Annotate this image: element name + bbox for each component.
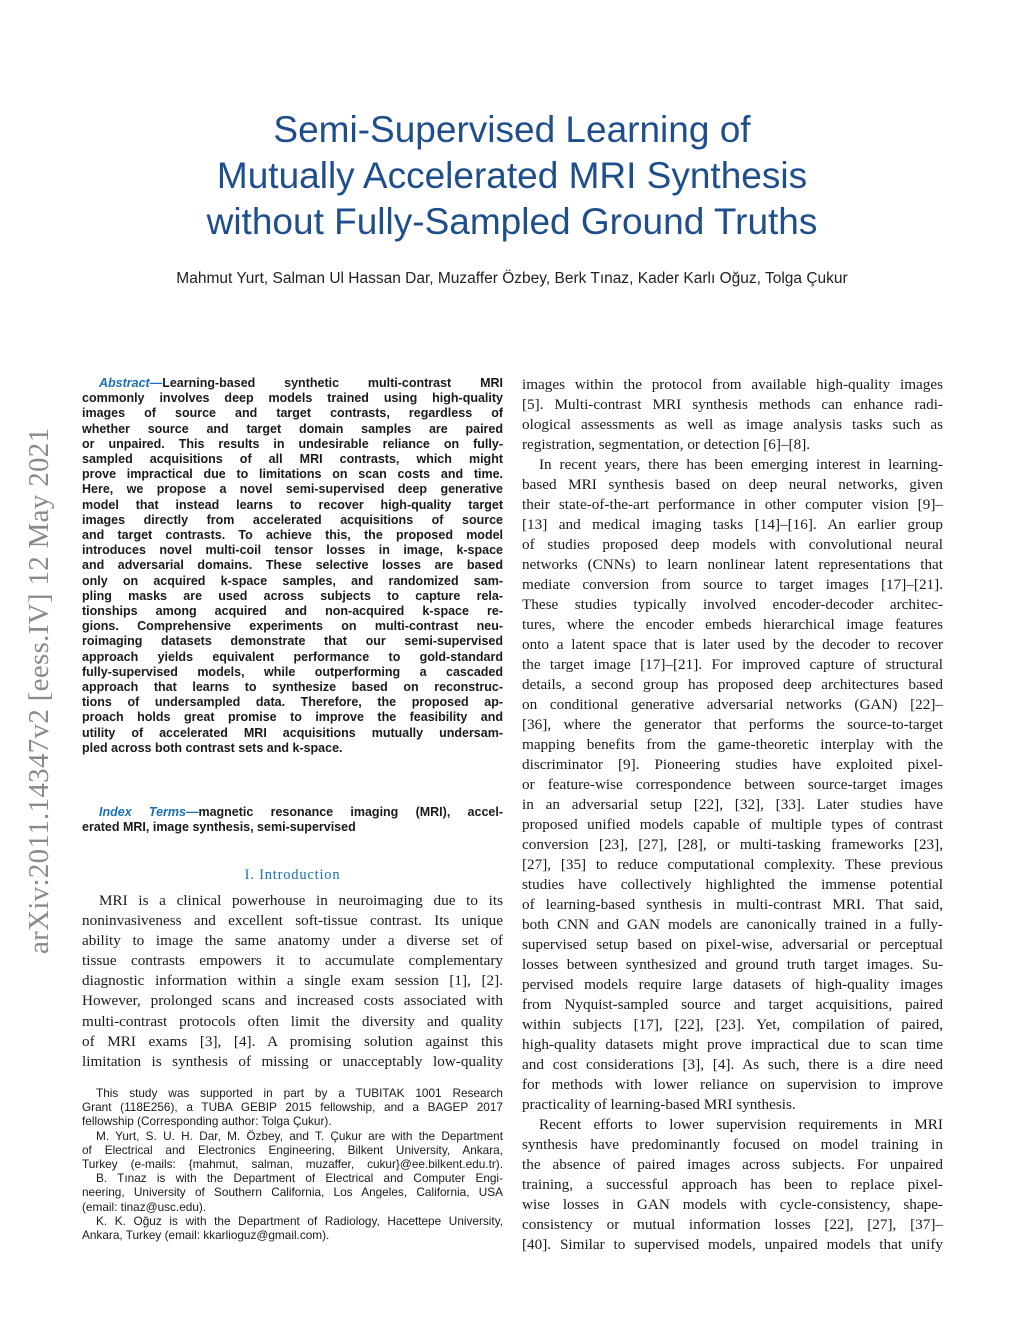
body-line: based MRI synthesis based on deep neural networks, given <box>522 476 943 493</box>
body-line: noninvasiveness and excellent soft-tissue contrast. Its unique <box>82 912 503 930</box>
abstract-line: approach yields equivalent performance to gold-standard <box>82 649 503 664</box>
title-line: Mutually Accelerated MRI Synthesis <box>216 155 808 196</box>
footnote-line: Grant (118E256), a TUBA GEBIP 2015 fellowship, and a BAGEP 2017 <box>82 1100 503 1115</box>
index-terms-label: Index Terms— <box>99 805 199 819</box>
body-line: synthesis have predominantly focused on model training in <box>522 1136 943 1153</box>
body-line: and cost considerations [3], [4]. As such, there is a dire need <box>522 1056 943 1073</box>
intro-left-column <box>82 891 503 1072</box>
abstract-line: pled across both contrast sets and k-space. <box>82 740 343 755</box>
footnote-line: This study was supported in part by a TUBITAK 1001 Research <box>96 1086 503 1100</box>
body-line: pervised models require large datasets of high-quality images <box>522 976 943 993</box>
abstract-line: fully-supervised models, while outperforming a cascaded <box>82 664 503 679</box>
body-line: studies have collectively highlighted the immense potential <box>522 876 943 893</box>
author-list: Mahmut Yurt, Salman Ul Hassan Dar, Muzaffer Özbey, Berk Tınaz, Kader Karlı Oğuz, Tolga Çukur <box>176 270 848 287</box>
body-line: or feature-wise correspondence between source-target images <box>522 776 943 793</box>
body-line: training, a successful approach has been to replace pixel- <box>522 1176 943 1193</box>
body-line: of MRI exams [3], [4]. A promising solution against this <box>82 1032 503 1050</box>
abstract-line: proach holds great promise to improve the feasibility and <box>82 710 503 725</box>
body-line: diagnostic information within a single exam session [1], [2]. <box>82 972 503 990</box>
abstract-line: utility of accelerated MRI acquisitions mutually undersam- <box>82 725 503 740</box>
section-heading: I. Introduction <box>244 867 341 883</box>
body-line: [36], where the generator that performs the source-to-target <box>522 716 943 733</box>
abstract-label: Abstract— <box>99 376 163 390</box>
abstract-line: approach that learns to synthesize based on reconstruc- <box>82 680 503 695</box>
abstract-line: and adversarial domains. These selective losses are based <box>82 558 503 573</box>
body-line: ological assessments as well as image analysis tasks such as <box>522 416 943 433</box>
abstract-line: images of source and target contrasts, regardless of <box>82 406 503 421</box>
body-line: images within the protocol from available high-quality images <box>522 376 943 393</box>
index-terms-line: erated MRI, image synthesis, semi-supervised <box>82 820 356 835</box>
abstract-line: Abstract—Learning-based synthetic multi-contrast MRI <box>99 376 503 390</box>
body-line: tissue contrasts empowers it to accumulate complementary <box>82 952 503 970</box>
footnote-line: K. K. Oğuz is with the Department of Radiology, Hacettepe University, <box>96 1213 503 1228</box>
footnote-line: of Electrical and Electronics Engineering, Bilkent University, Ankara, <box>82 1142 503 1157</box>
body-line: details, a second group has proposed deep architectures based <box>522 676 943 693</box>
abstract-line: and target contrasts. To achieve this, the proposed model <box>82 528 503 543</box>
abstract-line: prove impractical due to limitations on scan costs and time. <box>82 467 503 482</box>
body-line: supervised setup based on pixel-wise, adversarial or perceptual <box>522 936 943 953</box>
footnote-line: neering, University of Southern California, Los Angeles, California, USA <box>82 1185 503 1200</box>
abstract-line: roimaging datasets demonstrate that our semi-supervised <box>82 634 503 649</box>
footnote-line: Turkey (e-mails: {mahmut, salman, muzaffer, cukur}@ee.bilkent.edu.tr). <box>82 1157 503 1172</box>
body-line: However, prolonged scans and increased costs associated with <box>82 992 503 1010</box>
title-line: Semi-Supervised Learning of <box>273 109 751 150</box>
abstract-line: or unpaired. This results in undesirable reliance on fully- <box>82 436 503 451</box>
body-line: multi-contrast protocols often limit the diversity and quality <box>82 1012 503 1030</box>
arxiv-stamp: arXiv:2011.14347v2 [eess.IV] 12 May 2021 <box>23 427 55 954</box>
footnotes <box>82 1086 503 1242</box>
index-terms <box>82 805 503 835</box>
footnote-line: B. Tınaz is with the Department of Electrical and Computer Engi- <box>96 1171 503 1186</box>
footnote-line: fellowship (Corresponding author: Tolga Çukur). <box>82 1114 332 1129</box>
body-line: These studies typically involved encoder-decoder architec- <box>522 596 943 613</box>
footnote-line: Ankara, Turkey (email: kkarlioguz@gmail.com). <box>82 1228 330 1243</box>
abstract-line: commonly involves deep models trained using high-quality <box>82 391 503 406</box>
body-line: networks (CNNs) to learn nonlinear latent representations that <box>522 556 943 573</box>
body-line: limitation is synthesis of missing or unacceptably low-quality <box>82 1052 503 1070</box>
body-line: the target image [17]–[21]. For improved capture of structural <box>522 656 943 673</box>
body-line: both CNN and GAN models are canonically trained in a fully- <box>522 916 943 933</box>
abstract-line: pling masks are used across subjects to capture rela- <box>82 588 503 603</box>
footnote-line: M. Yurt, S. U. H. Dar, M. Özbey, and T. Çukur are with the Department <box>96 1128 503 1143</box>
body-line: conversion [23], [27], [28], or multi-tasking frameworks [23], <box>522 836 943 853</box>
body-line: [13] and medical imaging tasks [14]–[16]. An earlier group <box>522 516 943 533</box>
abstract-line: tions of undersampled data. Therefore, the proposed ap- <box>82 695 503 710</box>
abstract-line: sampled acquisitions of all MRI contrasts, which might <box>82 452 503 467</box>
body-line: proposed unified models capable of multiple types of contrast <box>522 816 943 833</box>
abstract-line: model that instead learns to recover high-quality target <box>82 497 503 512</box>
abstract-line: whether source and target domain samples are paired <box>82 421 503 436</box>
body-line: losses between synthesized and ground truth target images. Su- <box>522 956 943 973</box>
abstract-line: tionships among acquired and non-acquired k-space re- <box>82 604 503 619</box>
body-line: mapping benefits from the game-theoretic interplay with the <box>522 736 943 753</box>
body-line: from Nyquist-sampled source and target acquisitions, paired <box>522 996 943 1013</box>
body-line: within subjects [17], [22], [23]. Yet, compilation of paired, <box>522 1016 943 1033</box>
body-line: for methods with lower reliance on supervision to improve <box>522 1076 943 1093</box>
paper-title <box>0 107 1024 245</box>
body-line: wise losses in GAN models with cycle-consistency, shape- <box>522 1196 943 1213</box>
body-line: registration, segmentation, or detection [6]–[8]. <box>522 436 811 453</box>
abstract-line: Here, we propose a novel semi-supervised deep generative <box>82 482 503 497</box>
body-line: In recent years, there has been emerging interest in learning- <box>539 456 943 473</box>
body-line: consistency or mutual information losses [22], [27], [37]– <box>522 1216 943 1233</box>
body-line: mediate conversion from source to target images [17]–[21]. <box>522 576 943 593</box>
abstract-line: images directly from accelerated acquisitions of source <box>82 512 503 527</box>
body-line: tures, where the encoder embeds hierarchical image features <box>522 616 943 633</box>
abstract <box>82 376 503 756</box>
body-line: ability to image the same anatomy under a diverse set of <box>82 932 503 950</box>
title-line: without Fully-Sampled Ground Truths <box>206 201 818 242</box>
abstract-line: gions. Comprehensive experiments on multi-contrast neu- <box>82 619 503 634</box>
body-line: [40]. Similar to supervised models, unpaired models that unify <box>522 1236 943 1253</box>
body-line: of learning-based synthesis in multi-contrast MRI. That said, <box>522 896 943 913</box>
intro-right-column <box>522 375 943 1255</box>
body-line: discriminator [9]. Pioneering studies have exploited pixel- <box>522 756 943 773</box>
index-terms-line: Index Terms—magnetic resonance imaging (MRI), accel- <box>99 805 503 819</box>
body-line: high-quality datasets might prove impractical due to scan time <box>522 1036 943 1053</box>
body-line: on conditional generative adversarial networks (GAN) [22]– <box>522 696 943 713</box>
body-line: their state-of-the-art performance in other computer vision [9]– <box>522 496 943 513</box>
body-line: practicality of learning-based MRI synthesis. <box>522 1096 796 1113</box>
body-line: in an adversarial setup [22], [32], [33]. Later studies have <box>522 796 943 813</box>
body-line: [5]. Multi-contrast MRI synthesis methods can enhance radi- <box>522 396 943 413</box>
abstract-line: introduces novel multi-coil tensor losses in image, k-space <box>82 543 503 558</box>
body-line: MRI is a clinical powerhouse in neuroimaging due to its <box>99 892 503 909</box>
body-line: of studies proposed deep models with convolutional neural <box>522 536 943 553</box>
body-line: the absence of paired images across subjects. For unpaired <box>522 1156 943 1173</box>
body-line: onto a latent space that is later used by the decoder to recover <box>522 636 943 653</box>
body-line: [27], [35] to reduce computational complexity. These previous <box>522 856 943 873</box>
footnote-line: (email: tinaz@usc.edu). <box>82 1199 207 1214</box>
body-line: Recent efforts to lower supervision requirements in MRI <box>539 1116 943 1133</box>
abstract-line: only on acquired k-space samples, and randomized sam- <box>82 573 503 588</box>
